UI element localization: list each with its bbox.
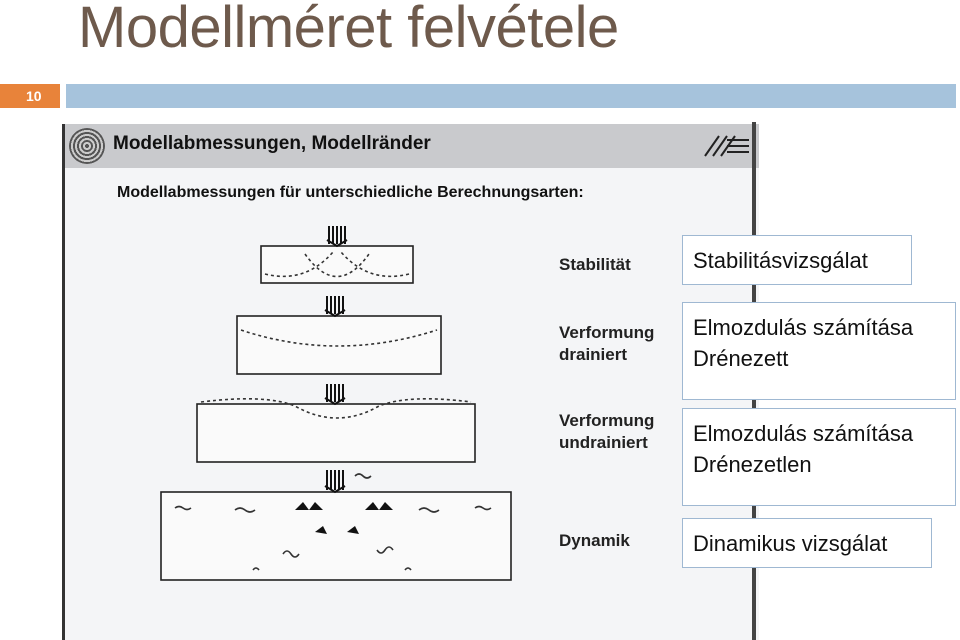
translation-box-drained: Elmozdulás számítása Drénezett [682,302,956,400]
label-de-stabilitaet: Stabilität [559,255,631,274]
translation-box-stability: Stabilitásvizsgálat [682,235,912,285]
slide-title: Modellméret felvétele [78,0,619,60]
scanned-image [62,124,759,640]
wave-mark [355,474,371,478]
scan-subtitle: Modellabmessungen für unterschiedliche Berechnungsarten: [117,184,584,201]
model-diagrams [65,124,759,640]
label-de-dynamik: Dynamik [559,531,630,550]
translation-box-undrained: Elmozdulás számítása Drénezetlen [682,408,956,506]
model-box-dynamics [161,492,511,580]
translation-box-dynamics: Dinamikus vizsgálat [682,518,932,568]
label-de-verformung-drainiert: Verformung drainiert [559,323,655,364]
scan-title: Modellabmessungen, Modellränder [113,133,431,154]
slide-header-bar [66,84,956,108]
model-box-stability [261,246,413,283]
slide-number-badge: 10 [0,84,60,108]
model-box-drained [237,316,441,374]
model-box-undrained [197,404,475,462]
label-de-verformung-undrainiert: Verformung undrainiert [559,411,655,452]
